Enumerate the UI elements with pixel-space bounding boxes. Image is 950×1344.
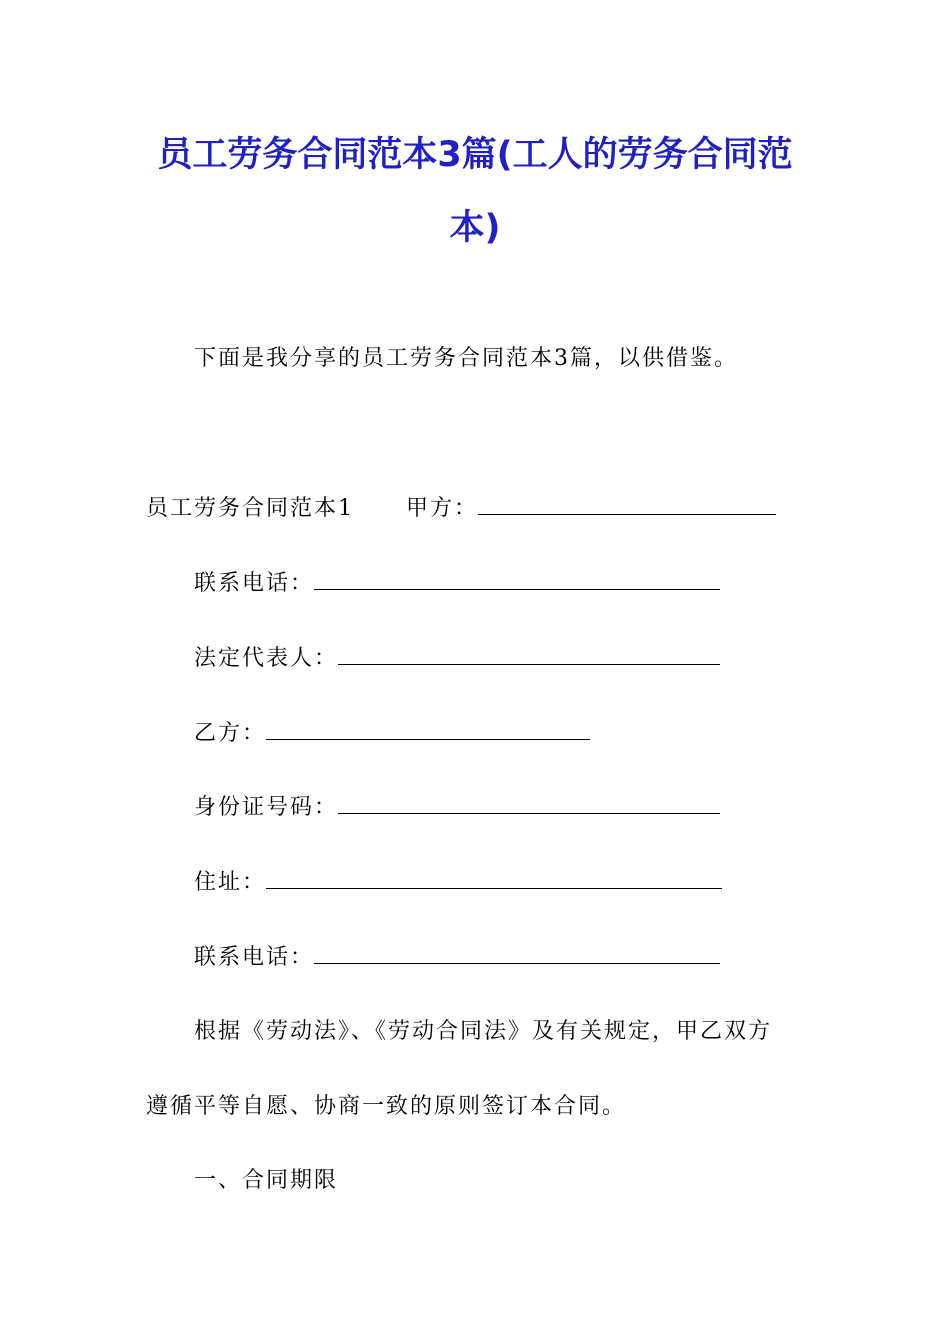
phone-field-1	[194, 571, 720, 597]
id-number-blank	[338, 795, 720, 814]
clause-heading: 一、合同期限	[194, 1168, 339, 1193]
document-title: 员工劳务合同范本3篇(工人的劳务合同范	[157, 135, 793, 175]
legal-rep-field	[194, 646, 720, 672]
address-blank	[266, 870, 722, 889]
document-title-continued: 本)	[449, 208, 501, 248]
address-label: 住址：	[194, 870, 267, 895]
id-number-label: 身份证号码：	[194, 795, 339, 820]
phone-blank-1	[314, 571, 720, 590]
phone-label-1: 联系电话：	[194, 571, 315, 596]
agreement-paragraph-line-1: 根据《劳动法》、《劳动合同法》及有关规定，甲乙双方	[194, 1019, 773, 1044]
address-field	[194, 870, 722, 896]
agreement-paragraph-line-2: 遵循平等自愿、协商一致的原则签订本合同。	[146, 1094, 627, 1119]
phone-label-2: 联系电话：	[194, 945, 315, 970]
party-b-field	[194, 721, 590, 747]
party-a-blank	[478, 496, 776, 515]
id-number-field	[194, 795, 720, 821]
party-a-label: 甲方：	[406, 496, 479, 521]
phone-field-2	[194, 945, 720, 971]
legal-rep-label: 法定代表人：	[194, 646, 339, 671]
phone-blank-2	[314, 945, 720, 964]
party-b-blank	[266, 721, 590, 740]
section-label: 员工劳务合同范本1	[146, 496, 354, 521]
party-b-label: 乙方：	[194, 721, 267, 746]
intro-paragraph: 下面是我分享的员工劳务合同范本3篇，以供借鉴。	[194, 346, 738, 371]
legal-rep-blank	[338, 646, 720, 665]
contract-header-row	[146, 496, 776, 522]
